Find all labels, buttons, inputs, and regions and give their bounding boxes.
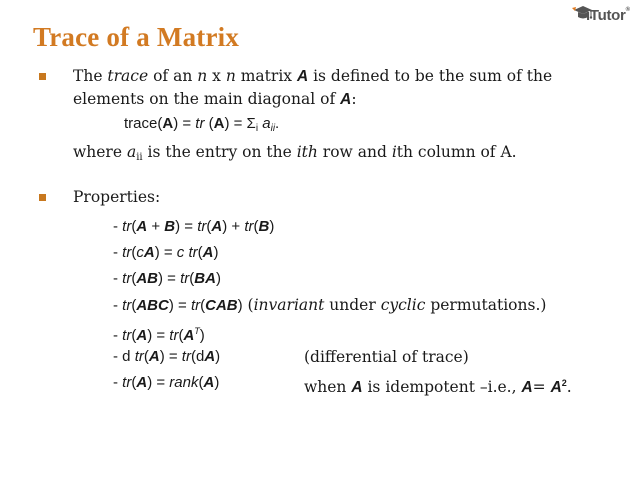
property-5: - $tr(A) = tr(A^T)$ (113, 326, 205, 344)
definition-where: where $a_{ii}$ is the entry on the ith row and ith column of A. (73, 143, 517, 163)
property-4: - tr(ABC) = tr(CAB) (invariant under cyclic permutations.) (113, 296, 547, 314)
property-7: - tr(A) = rank(A) (113, 374, 220, 391)
page-title: Trace of a Matrix (33, 22, 240, 52)
property-3: - tr(AB) = tr(BA) (113, 270, 221, 287)
definition-line-2: elements on the main diagonal of A: (73, 90, 357, 108)
property-6: - d tr(A) = tr(dA) (113, 348, 221, 365)
itutor-logo (572, 4, 634, 28)
property-7-note: when A is idempotent –i.e., $A= A^2$. (304, 378, 572, 396)
logo-text: iTutor® (586, 7, 630, 24)
definition-line-1: The trace of an n x n matrix A is defined to be the sum of the (73, 67, 553, 85)
bullet-icon (39, 194, 46, 201)
property-6-note: (differential of trace) (304, 348, 469, 366)
bullet-icon (39, 73, 46, 80)
property-1: - tr(A + B) = tr(A) + tr(B) (113, 218, 275, 235)
trace-formula: trace(A) = tr $(A) = \Sigma_i$ $a_{ii}$. (124, 115, 280, 134)
properties-heading: Properties: (73, 188, 161, 206)
property-2: - tr(cA) = c tr(A) (113, 244, 219, 261)
